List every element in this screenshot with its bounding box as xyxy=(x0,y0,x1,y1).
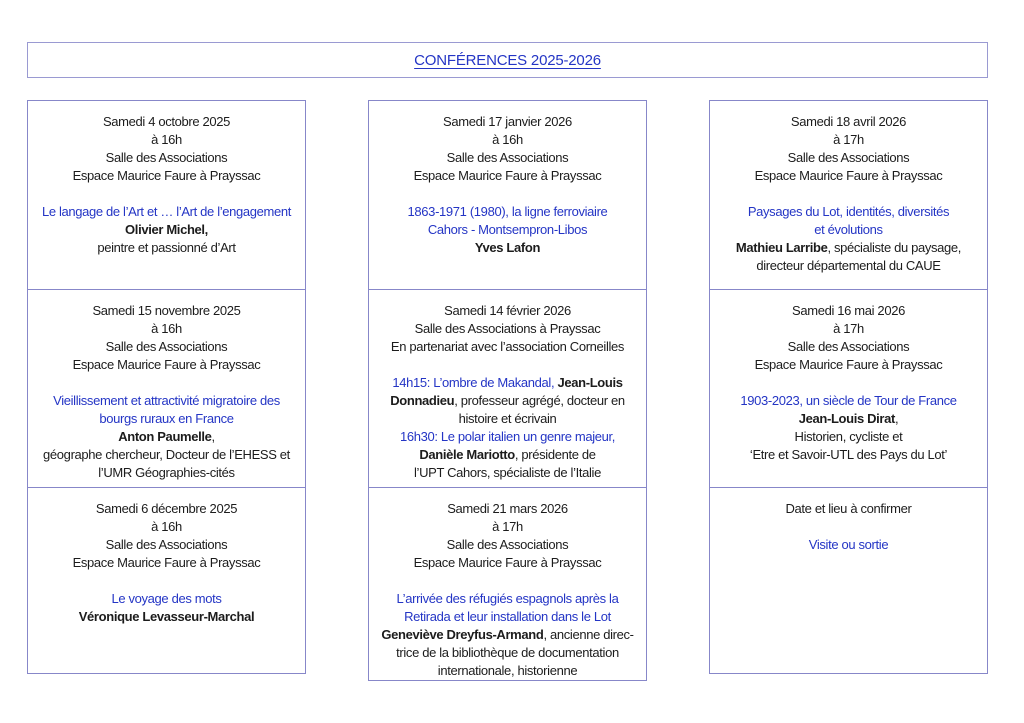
speaker-details: trice de la bibliothèque de documentation xyxy=(396,645,619,660)
talk-title: Visite ou sortie xyxy=(808,537,889,552)
event-note: Date et lieu à confirmer xyxy=(785,501,912,516)
speaker-details: ‘Etre et Savoir-UTL des Pays du Lot’ xyxy=(749,447,948,462)
event-date: Samedi 15 novembre 2025 xyxy=(92,303,241,318)
speaker-line xyxy=(714,410,983,428)
grid-column-3 xyxy=(709,100,988,674)
talk-title: L’arrivée des réfugiés espagnols après la xyxy=(396,591,619,606)
talk-title: 1903-2023, un siècle de Tour de France xyxy=(740,393,957,408)
event-time: à 17h xyxy=(833,321,864,336)
talk-title: Le voyage des mots xyxy=(111,591,222,606)
speaker-line xyxy=(373,626,642,644)
event-venue: Salle des Associations xyxy=(787,150,910,165)
speaker-line xyxy=(714,239,983,257)
speaker-details: l’UMR Géographies-cités xyxy=(98,465,235,480)
speaker-name-segment: Donnadieu xyxy=(390,393,455,408)
speaker-line xyxy=(373,446,642,464)
event-time: à 16h xyxy=(151,321,182,336)
speaker-name-segment: Jean-Louis Dirat xyxy=(798,411,895,426)
event-venue: Salle des Associations xyxy=(105,150,228,165)
speaker-details-segment: , ancienne direc- xyxy=(543,627,634,642)
talk-title: Vieillissement et attractivité migratoire des xyxy=(53,393,280,408)
speaker-details: l’UPT Cahors, spécialiste de l’Italie xyxy=(414,465,601,480)
speaker-name-segment: Danièle Mariotto xyxy=(419,447,515,462)
speaker-details-segment: , professeur agrégé, docteur en xyxy=(454,393,625,408)
speaker-name-segment: Jean-Louis xyxy=(557,375,623,390)
speaker-name: Yves Lafon xyxy=(474,240,541,255)
speaker-name: Véronique Levasseur-Marchal xyxy=(78,609,255,624)
event-date: Samedi 21 mars 2026 xyxy=(447,501,568,516)
event-venue: Salle des Associations xyxy=(787,339,910,354)
speaker-name-segment: Mathieu Larribe xyxy=(735,240,828,255)
speaker-details: peintre et passionné d’Art xyxy=(97,240,236,255)
speaker-name-segment: Geneviève Dreyfus-Armand xyxy=(381,627,544,642)
speaker-details-segment: , spécialiste du paysage, xyxy=(827,240,962,255)
event-venue: Salle des Associations xyxy=(446,537,569,552)
talk-title: 16h30: Le polar italien un genre majeur, xyxy=(399,429,616,444)
event-card xyxy=(369,101,646,289)
speaker-line xyxy=(32,428,301,446)
event-card xyxy=(28,289,305,487)
speaker-details-segment: , xyxy=(895,411,899,426)
speaker-details: internationale, historienne xyxy=(437,663,578,678)
event-card xyxy=(710,101,987,289)
talk-title-segment: 14h15: L’ombre de Makandal, xyxy=(392,375,558,390)
event-card xyxy=(710,289,987,487)
event-time: à 16h xyxy=(151,519,182,534)
event-venue: Salle des Associations xyxy=(105,339,228,354)
page-title: CONFÉRENCES 2025-2026 xyxy=(414,51,601,69)
speaker-details: histoire et écrivain xyxy=(458,411,557,426)
talk-title: Retirada et leur installation dans le Lot xyxy=(404,609,611,624)
conference-grid xyxy=(27,100,988,681)
event-venue: Salle des Associations à Prayssac xyxy=(414,321,601,336)
speaker-name-segment: Anton Paumelle xyxy=(118,429,212,444)
speaker-details: géographe chercheur, Docteur de l’EHESS et xyxy=(43,447,290,462)
event-date: Samedi 16 mai 2026 xyxy=(792,303,905,318)
event-time: à 16h xyxy=(151,132,182,147)
event-note: En partenariat avec l’association Corneilles xyxy=(390,339,625,354)
talk-title: Le langage de l’Art et … l’Art de l’engagement xyxy=(41,204,292,219)
speaker-name: Olivier Michel, xyxy=(125,222,208,237)
event-date: Samedi 18 avril 2026 xyxy=(790,114,907,129)
event-date: Samedi 4 octobre 2025 xyxy=(102,114,231,129)
event-card xyxy=(710,487,987,673)
speaker-details-segment: , présidente de xyxy=(514,447,596,462)
event-location: Espace Maurice Faure à Prayssac xyxy=(72,168,261,183)
talk-title: Cahors - Montsempron-Libos xyxy=(427,222,588,237)
speaker-line xyxy=(373,392,642,410)
event-location: Espace Maurice Faure à Prayssac xyxy=(72,357,261,372)
speaker-details: directeur départemental du CAUE xyxy=(756,258,941,273)
talk-title: 1863-1971 (1980), la ligne ferroviaire xyxy=(407,204,608,219)
event-time: à 17h xyxy=(833,132,864,147)
event-card xyxy=(28,487,305,673)
event-location: Espace Maurice Faure à Prayssac xyxy=(72,555,261,570)
event-card xyxy=(369,487,646,680)
event-card xyxy=(369,289,646,487)
talk-title: Paysages du Lot, identités, diversités xyxy=(747,204,950,219)
event-location: Espace Maurice Faure à Prayssac xyxy=(754,357,943,372)
event-date: Samedi 17 janvier 2026 xyxy=(443,114,572,129)
event-location: Espace Maurice Faure à Prayssac xyxy=(413,555,602,570)
event-time: à 16h xyxy=(492,132,523,147)
title-banner xyxy=(27,42,988,78)
grid-column-1 xyxy=(27,100,306,674)
event-location: Espace Maurice Faure à Prayssac xyxy=(413,168,602,183)
event-time: à 17h xyxy=(492,519,523,534)
talk-title: et évolutions xyxy=(814,222,883,237)
event-venue: Salle des Associations xyxy=(105,537,228,552)
event-location: Espace Maurice Faure à Prayssac xyxy=(754,168,943,183)
grid-column-2 xyxy=(368,100,647,681)
talk-line xyxy=(373,374,642,392)
event-date: Samedi 6 décembre 2025 xyxy=(95,501,238,516)
talk-title: bourgs ruraux en France xyxy=(99,411,234,426)
event-venue: Salle des Associations xyxy=(446,150,569,165)
event-card xyxy=(28,101,305,289)
event-date: Samedi 14 février 2026 xyxy=(444,303,571,318)
speaker-details-segment: , xyxy=(211,429,215,444)
speaker-details: Historien, cycliste et xyxy=(794,429,903,444)
